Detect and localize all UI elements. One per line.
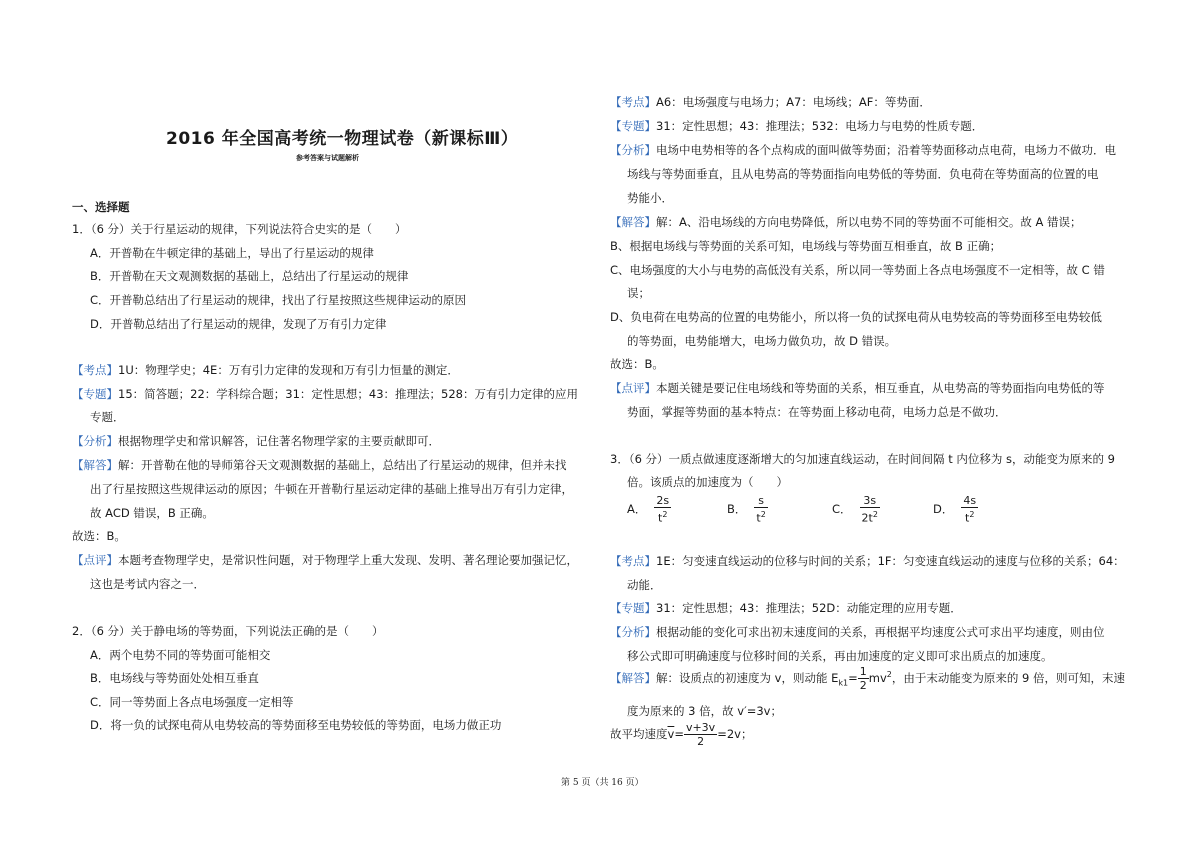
kaodian-text: 1E：匀变速直线运动的位移与时间的关系；1F：匀变速直线运动的速度与位移的关系；64： bbox=[656, 554, 1125, 568]
fraction-numerator: 3s bbox=[860, 495, 880, 508]
option-label: C． bbox=[832, 502, 852, 517]
q1-fenxi bbox=[72, 433, 440, 449]
q2-jieda-d: D、负电荷在电势高的位置的电势能小，所以将一负的试探电荷从电势较高的等势面移至电势较低 bbox=[610, 310, 1102, 324]
q1-zhuanti bbox=[72, 386, 578, 402]
fraction-denominator bbox=[860, 508, 880, 524]
q1-option-c: C．开普勒总结出了行星运动的规律，找出了行星按照这些规律运动的原因 bbox=[90, 293, 467, 307]
kaodian-tag: 【考点】 bbox=[610, 95, 656, 109]
jieda-text: 解：A、沿电场线的方向电势降低，所以电势不同的等势面不可能相交。故 A 错误； bbox=[656, 215, 1082, 229]
jieda-text-a: 解：设质点的初速度为 v，则动能 E bbox=[656, 671, 839, 685]
q1-jieda bbox=[72, 457, 567, 473]
q2-option-b: B．电场线与等势面处处相互垂直 bbox=[90, 671, 259, 685]
dianping-text: 本题关键是要记住电场线和等势面的关系，相互垂直，从电势高的等势面指向电势低的等 bbox=[656, 381, 1105, 395]
page-title: 2016 年全国高考统一物理试卷（新课标Ⅲ） bbox=[166, 129, 519, 149]
q3-zhuanti bbox=[610, 600, 962, 616]
fraction bbox=[961, 495, 978, 524]
one-half-fraction bbox=[858, 666, 869, 691]
fraction-denominator bbox=[961, 508, 978, 524]
exponent: 2 bbox=[760, 510, 766, 519]
q1-zhuanti-cont: 专题． bbox=[90, 410, 125, 424]
q3-kaodian bbox=[610, 553, 1125, 569]
avg-result: =2v； bbox=[717, 727, 753, 741]
q3-option-b bbox=[727, 495, 768, 524]
exponent: 2 bbox=[662, 510, 668, 519]
jieda-text: 解：开普勒在他的导师第谷天文观测数据的基础上，总结出了行星运动的规律，但并未找 bbox=[118, 458, 567, 472]
q3-stem: 3．（6 分）一质点做速度逐渐增大的匀加速直线运动，在时间间隔 t 内位移为 s，动能变为原来的 9 bbox=[610, 452, 1115, 466]
q3-fenxi bbox=[610, 624, 1105, 640]
q3-average-velocity bbox=[610, 722, 752, 747]
fraction-denominator bbox=[754, 508, 767, 524]
q1-jieda-line2: 出了行星按照这些规律运动的原因；牛顿在开普勒行星运动定律的基础上推导出万有引力定律， bbox=[90, 482, 573, 496]
avg-fraction bbox=[684, 722, 717, 747]
avg-label: 故平均速度 bbox=[610, 727, 668, 741]
q2-stem: 2．（6 分）关于静电场的等势面，下列说法正确的是（ ） bbox=[72, 624, 384, 638]
v-bar: $\overline{v}$ bbox=[667, 727, 675, 741]
fraction-denominator bbox=[654, 508, 671, 524]
q2-option-a: A．两个电势不同的等势面可能相交 bbox=[90, 648, 271, 662]
q2-jieda-c: C、电场强度的大小与电势的高低没有关系，所以同一等势面上各点电场强度不一定相等，故 C 错 bbox=[610, 263, 1105, 277]
q2-answer: 故选：B。 bbox=[610, 357, 664, 371]
fraction bbox=[860, 495, 880, 524]
q2-option-d: D．将一负的试探电荷从电势较高的等势面移至电势较低的等势面，电场力做正功 bbox=[90, 718, 502, 732]
exponent: 2 bbox=[886, 670, 892, 680]
kaodian-text: A6：电场强度与电场力；A7：电场线；AF：等势面． bbox=[656, 95, 931, 109]
q1-option-d: D．开普勒总结出了行星运动的规律，发现了万有引力定律 bbox=[90, 317, 387, 331]
zhuanti-tag: 【专题】 bbox=[610, 119, 656, 133]
exponent: 2 bbox=[872, 510, 878, 519]
q1-dianping-line2: 这也是考试内容之一． bbox=[90, 577, 205, 591]
jieda-tag: 【解答】 bbox=[610, 215, 656, 229]
fenxi-tag: 【分析】 bbox=[610, 625, 656, 639]
zhuanti-text: 31：定性思想；43：推理法；52D：动能定理的应用专题． bbox=[656, 601, 962, 615]
zhuanti-tag: 【专题】 bbox=[72, 387, 118, 401]
fenxi-tag: 【分析】 bbox=[72, 434, 118, 448]
ek1-subscript: k1 bbox=[838, 678, 849, 688]
equals-sign: = bbox=[674, 727, 684, 741]
q3-kaodian-cont: 动能． bbox=[627, 578, 662, 592]
fraction-numerator: 1 bbox=[859, 665, 867, 678]
q3-jieda-line2: 度为原来的 3 倍，故 v′=3v； bbox=[627, 704, 782, 718]
kaodian-tag: 【考点】 bbox=[610, 554, 656, 568]
zhuanti-text: 31：定性思想；43：推理法；532：电场力与电势的性质专题． bbox=[656, 119, 984, 133]
q3-option-c bbox=[832, 495, 880, 524]
q2-jieda bbox=[610, 214, 1082, 230]
q1-option-b: B．开普勒在天文观测数据的基础上，总结出了行星运动的规律 bbox=[90, 269, 409, 283]
dianping-tag: 【点评】 bbox=[610, 381, 656, 395]
fraction-numerator: 4s bbox=[963, 494, 977, 507]
q2-dianping-line2: 势面，掌握等势面的基本特点：在等势面上移动电荷，电场力总是不做功． bbox=[627, 405, 1007, 419]
fenxi-text: 电场中电势相等的各个点构成的面叫做等势面；沿着等势面移动点电荷，电场力不做功．电 bbox=[656, 143, 1116, 157]
q2-jieda-d-cont: 的等势面，电势能增大，电场力做负功，故 D 错误。 bbox=[627, 334, 897, 348]
denominator-base: t bbox=[658, 511, 663, 525]
q3-fenxi-cont: 移公式即可明确速度与位移时间的关系，再由加速度的定义即可求出质点的加速度。 bbox=[627, 649, 1053, 663]
fenxi-text: 根据物理学史和常识解答，记住著名物理学家的主要贡献即可． bbox=[118, 434, 440, 448]
jieda-text-b: ，由于末动能变为原来的 9 倍，则可知，末速 bbox=[891, 671, 1126, 685]
fraction bbox=[754, 495, 767, 524]
jieda-tag: 【解答】 bbox=[72, 458, 118, 472]
fenxi-tag: 【分析】 bbox=[610, 143, 656, 157]
option-label: A． bbox=[627, 502, 647, 517]
kaodian-tag: 【考点】 bbox=[72, 363, 118, 377]
zhuanti-text: 15：简答题；22：学科综合题；31：定性思想；43：推理法；528：万有引力定律的应用 bbox=[118, 387, 578, 401]
q2-fenxi bbox=[610, 142, 1116, 158]
fraction-denominator: 2 bbox=[697, 735, 705, 748]
denominator-base: t bbox=[965, 511, 970, 525]
q1-answer: 故选：B。 bbox=[72, 529, 126, 543]
kaodian-text: 1U：物理学史；4E：万有引力定律的发现和万有引力恒量的测定． bbox=[118, 363, 459, 377]
dianping-tag: 【点评】 bbox=[72, 553, 118, 567]
q1-stem: 1．（6 分）关于行星运动的规律，下列说法符合史实的是（ ） bbox=[72, 222, 407, 236]
denominator-base: t bbox=[756, 511, 761, 525]
exponent: 2 bbox=[969, 510, 975, 519]
fraction-numerator: 2s bbox=[656, 494, 670, 507]
q2-fenxi-line3: 势能小． bbox=[627, 191, 673, 205]
equals-sign: = bbox=[848, 671, 858, 685]
q2-fenxi-line2: 场线与等势面垂直，且从电势高的等势面指向电势低的等势面．负电荷在等势面高的位置的电 bbox=[627, 167, 1099, 181]
q1-dianping bbox=[72, 552, 578, 568]
fraction-denominator: 2 bbox=[859, 679, 867, 692]
option-label: D． bbox=[933, 502, 954, 517]
q3-option-a bbox=[627, 495, 671, 524]
q2-zhuanti bbox=[610, 118, 983, 134]
q1-kaodian bbox=[72, 362, 459, 378]
page-footer: 第 5 页（共 16 页） bbox=[561, 778, 644, 788]
q3-option-d bbox=[933, 495, 978, 524]
q1-option-a: A．开普勒在牛顿定律的基础上，导出了行星运动的规律 bbox=[90, 246, 374, 260]
q2-option-c: C．同一等势面上各点电场强度一定相等 bbox=[90, 695, 294, 709]
zhuanti-tag: 【专题】 bbox=[610, 601, 656, 615]
jieda-tag: 【解答】 bbox=[610, 671, 656, 685]
option-label: B． bbox=[727, 502, 747, 517]
mv-term: mv bbox=[868, 671, 887, 685]
q3-stem-line2: 倍。该质点的加速度为（ ） bbox=[627, 475, 788, 489]
fenxi-text: 根据动能的变化可求出初末速度间的关系，再根据平均速度公式可求出平均速度，则由位 bbox=[656, 625, 1105, 639]
denominator-base: 2t bbox=[861, 511, 873, 525]
fraction bbox=[654, 495, 671, 524]
section-heading: 一、选择题 bbox=[72, 200, 130, 214]
fraction-numerator: v+3v bbox=[685, 721, 716, 734]
q3-jieda bbox=[610, 666, 1125, 691]
q2-jieda-b: B、根据电场线与等势面的关系可知，电场线与等势面互相垂直，故 B 正确； bbox=[610, 239, 1002, 253]
q2-kaodian bbox=[610, 94, 931, 110]
dianping-text: 本题考查物理学史，是常识性问题，对于物理学上重大发现、发明、著名理论要加强记忆， bbox=[118, 553, 578, 567]
q1-jieda-line3: 故 ACD 错误，B 正确。 bbox=[90, 506, 214, 520]
fraction-numerator: s bbox=[754, 495, 767, 508]
page-subtitle: 参考答案与试题解析 bbox=[296, 154, 359, 162]
q2-dianping bbox=[610, 380, 1105, 396]
q2-jieda-c-cont: 误； bbox=[627, 286, 650, 300]
